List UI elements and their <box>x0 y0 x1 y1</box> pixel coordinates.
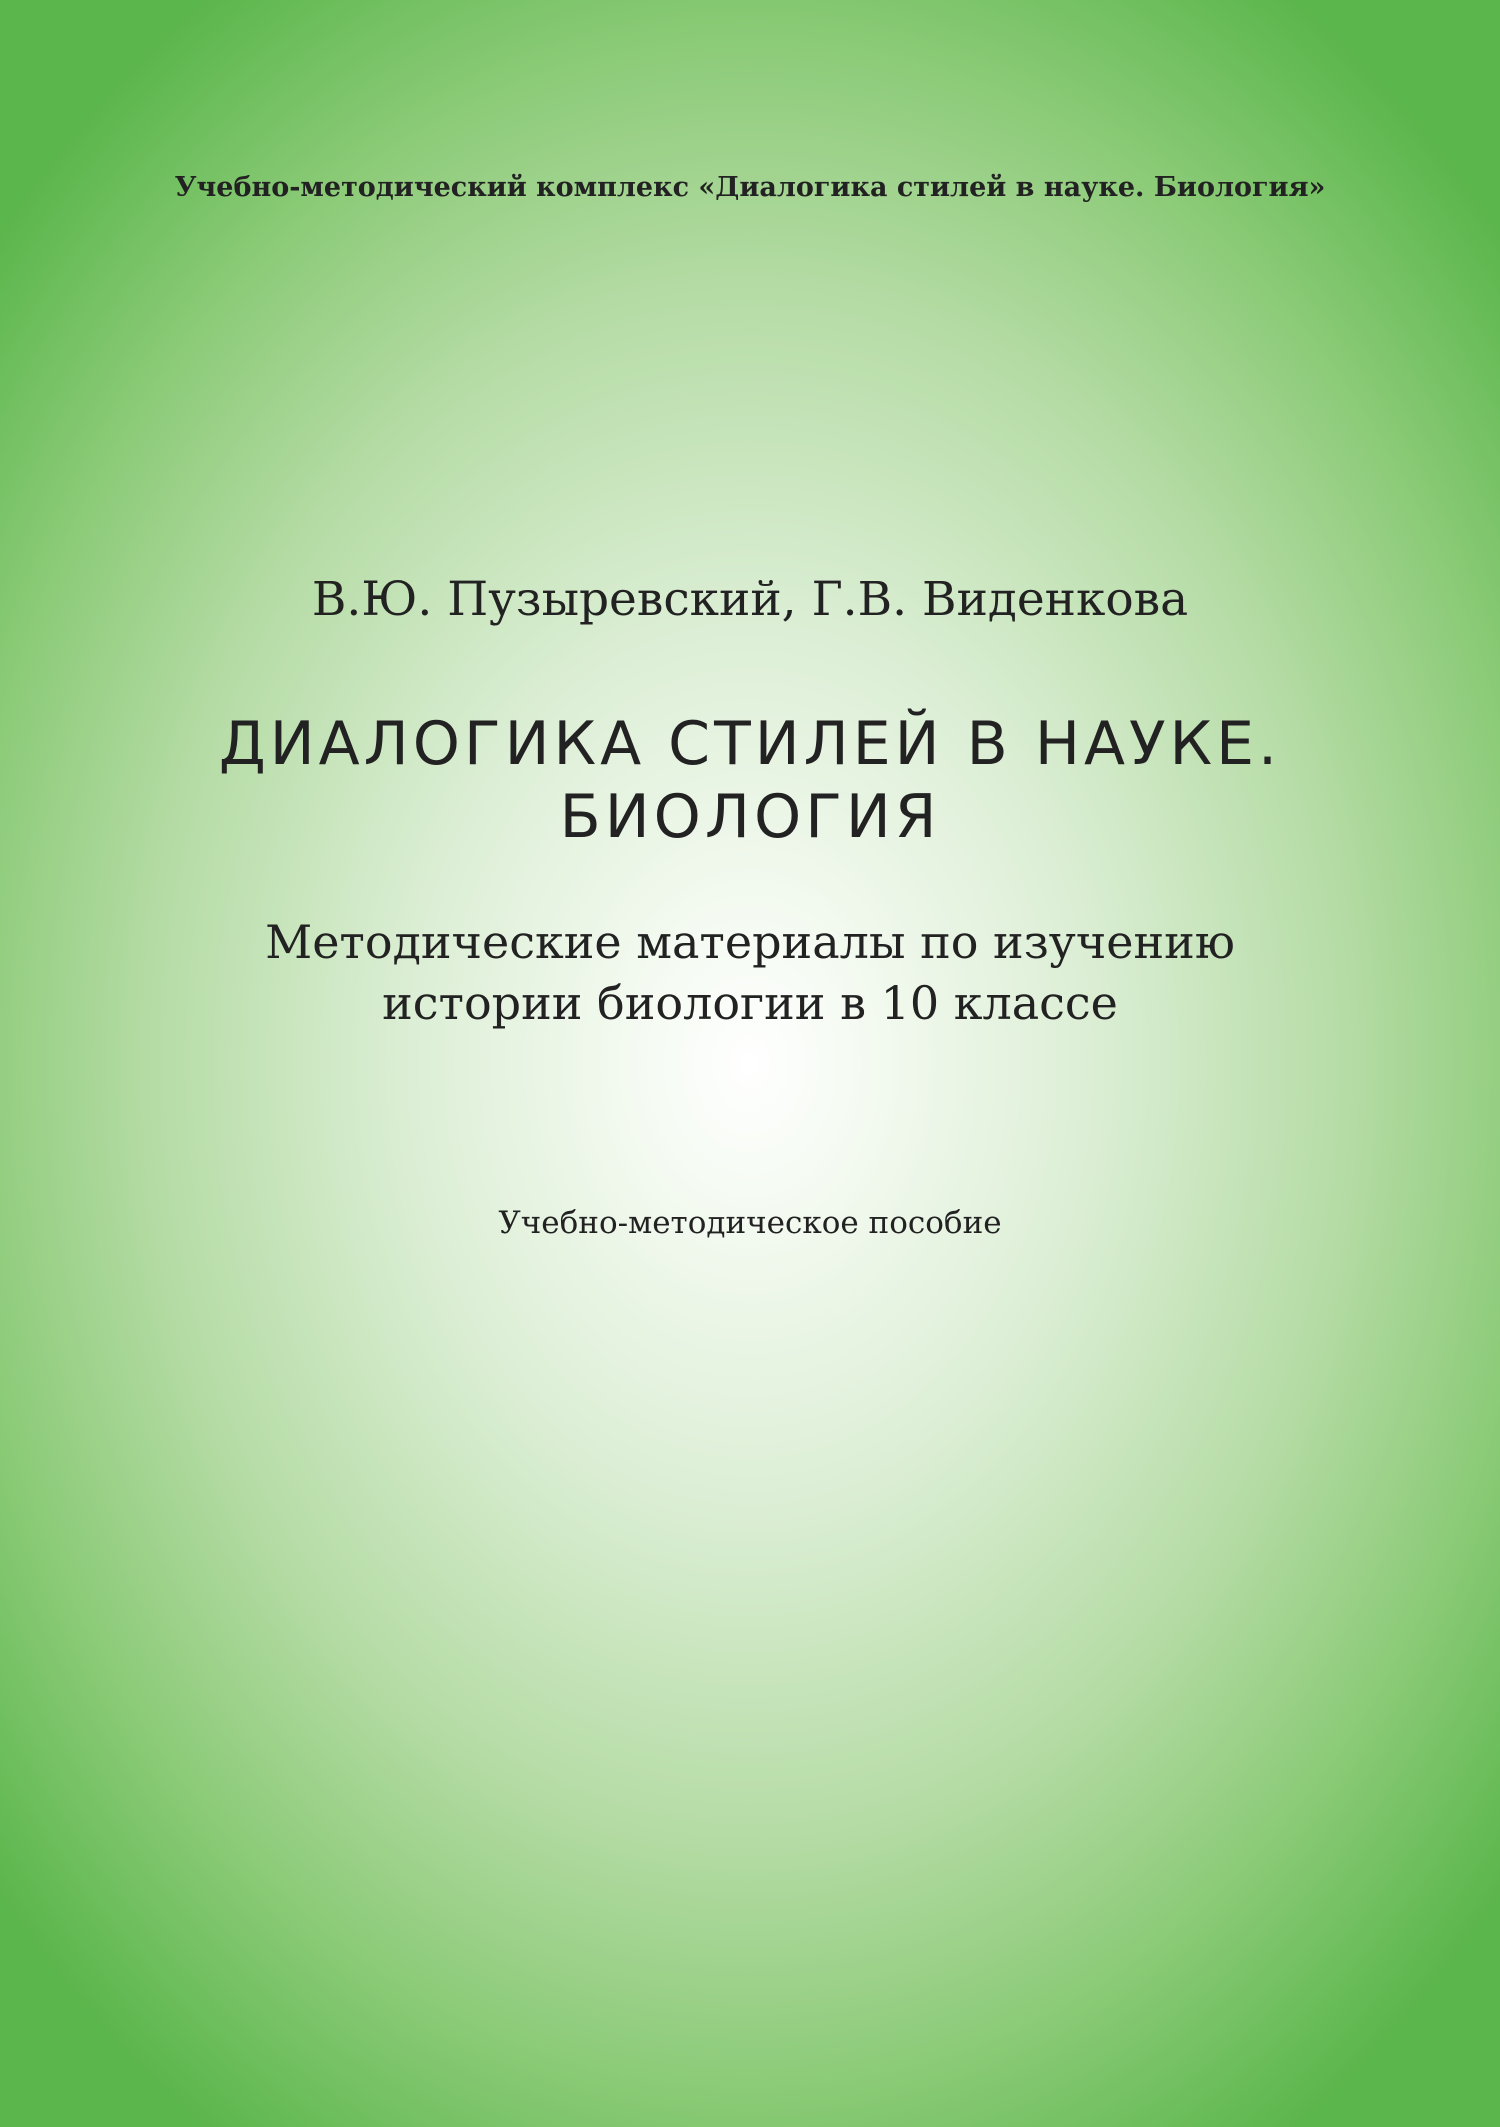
authors: В.Ю. Пузыревский, Г.В. Виденкова <box>311 572 1189 627</box>
document-type: Учебно-методическое пособие <box>498 1205 1002 1241</box>
book-title <box>0 708 1500 854</box>
book-subtitle-line-2: истории биологии в 10 классе <box>382 976 1118 1030</box>
book-subtitle <box>0 912 1500 1034</box>
book-title-line-2: БИОЛОГИЯ <box>559 782 941 852</box>
series-title: Учебно-методический комплекс «Диалогика стилей в науке. Биология» <box>174 172 1326 203</box>
book-title-line-1: ДИАЛОГИКА СТИЛЕЙ В НАУКЕ. <box>218 709 1282 779</box>
book-subtitle-line-1: Методические материалы по изучению <box>265 915 1235 969</box>
